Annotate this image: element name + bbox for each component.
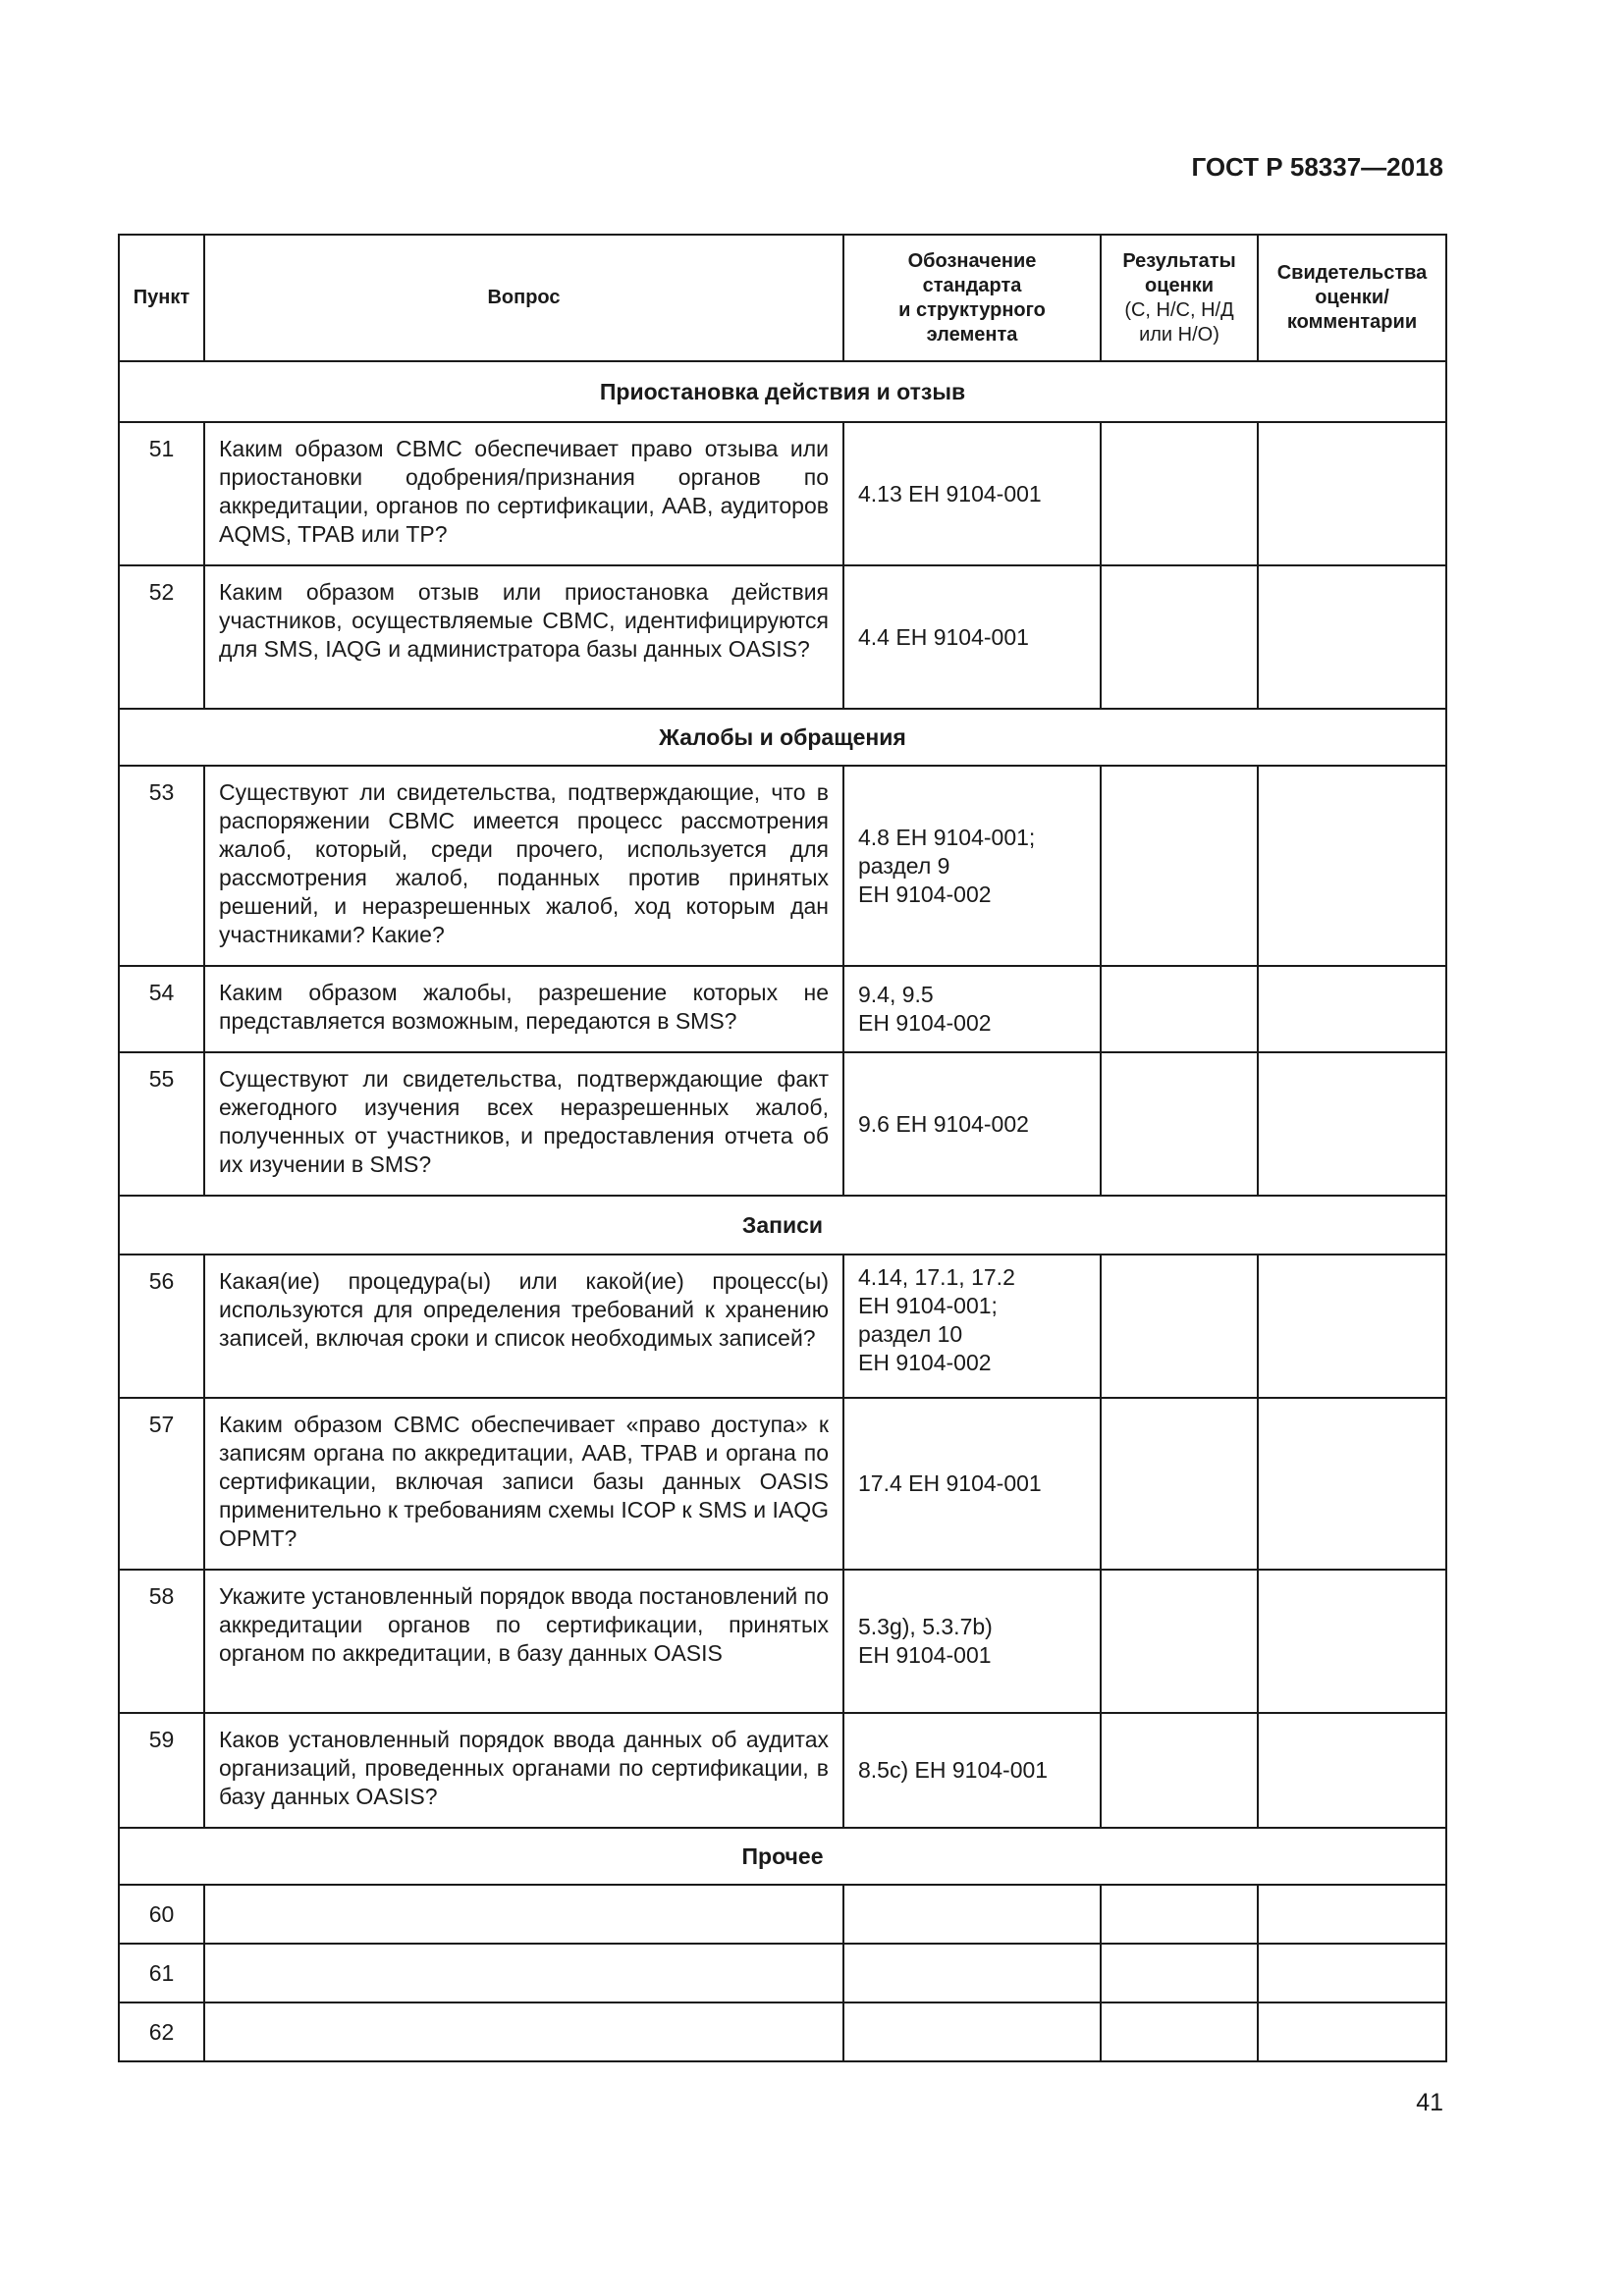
- header-results-note: (С, Н/С, Н/Д: [1124, 298, 1234, 321]
- header-results-line: оценки: [1144, 274, 1215, 296]
- table-row: [119, 2002, 1446, 2061]
- standard-line: 9.4, 9.5: [858, 982, 934, 1007]
- table-row: [119, 1398, 1446, 1570]
- row-result: [1101, 1885, 1258, 1944]
- header-standard-line: Обозначение: [907, 249, 1037, 272]
- row-evidence: [1258, 1255, 1446, 1398]
- standard-line: 4.4 ЕН 9104-001: [858, 623, 1029, 650]
- header-standard: [843, 235, 1101, 361]
- row-standard: [843, 766, 1101, 966]
- standard-line: 4.8 ЕН 9104-001;: [858, 824, 1036, 850]
- row-result: [1101, 1255, 1258, 1398]
- row-result: [1101, 966, 1258, 1052]
- section-row: [119, 1196, 1446, 1255]
- table-row: [119, 1052, 1446, 1196]
- document-code: ГОСТ Р 58337—2018: [1191, 152, 1443, 182]
- row-number: 57: [119, 1398, 204, 1570]
- row-question: Каким образом СВМС обеспечивает «право доступа» к записям органа по аккредитации, AAB, TPAB и органа по сертификации, включая записи базы данных OASIS применительно к требованиям схемы ICOP к SMS и IAQG OPMT?: [204, 1398, 843, 1570]
- row-evidence: [1258, 422, 1446, 565]
- standard-line: раздел 9: [858, 852, 950, 879]
- row-question: Каким образом жалобы, разрешение которых не представляется возможным, передаются в SMS?: [204, 966, 843, 1052]
- row-standard: [843, 1570, 1101, 1713]
- table-row: [119, 1713, 1446, 1828]
- row-result: [1101, 565, 1258, 709]
- row-evidence: [1258, 1885, 1446, 1944]
- row-standard: [843, 2002, 1101, 2061]
- row-number: 55: [119, 1052, 204, 1196]
- row-number: 59: [119, 1713, 204, 1828]
- table-row: [119, 422, 1446, 565]
- section-row: [119, 361, 1446, 422]
- header-standard-line: стандарта: [922, 274, 1022, 296]
- section-title: Прочее: [119, 1828, 1446, 1885]
- standard-line: 17.4 ЕН 9104-001: [858, 1470, 1042, 1496]
- section-title: Приостановка действия и отзыв: [119, 361, 1446, 422]
- header-standard-line: элемента: [926, 323, 1018, 346]
- row-standard: [843, 1944, 1101, 2002]
- row-evidence: [1258, 1713, 1446, 1828]
- row-question: Каков установленный порядок ввода данных об аудитах организаций, проведенных органами по сертификации, в базу данных OASIS?: [204, 1713, 843, 1828]
- table-row: [119, 966, 1446, 1052]
- row-result: [1101, 422, 1258, 565]
- row-standard: [843, 1052, 1101, 1196]
- standard-line: 5.3g), 5.3.7b): [858, 1614, 993, 1639]
- row-number: 53: [119, 766, 204, 966]
- section-row: [119, 1828, 1446, 1885]
- row-result: [1101, 1713, 1258, 1828]
- row-question: Каким образом СВМС обеспечивает право отзыва или приостановки одобрения/признания органов по аккредитации, органов по сертификации, AAB, аудиторов AQMS, TPAB или TP?: [204, 422, 843, 565]
- row-standard: [843, 422, 1101, 565]
- table-row: [119, 1255, 1446, 1398]
- row-question: Существуют ли свидетельства, подтверждающие, что в распоряжении СВМС имеется процесс рассмотрения жалоб, который, среди прочего, используется для рассмотрения жалоб, поданных против принятых решений, и неразрешенных жалоб, ход которым дан участниками? Какие?: [204, 766, 843, 966]
- row-result: [1101, 1570, 1258, 1713]
- row-question: [204, 2002, 843, 2061]
- section-title: Записи: [119, 1196, 1446, 1255]
- standard-line: 8.5c) ЕН 9104-001: [858, 1757, 1049, 1783]
- table-row: [119, 1885, 1446, 1944]
- row-number: 56: [119, 1255, 204, 1398]
- header-standard-line: и структурного: [898, 298, 1046, 321]
- table-row: [119, 1570, 1446, 1713]
- row-question: Какая(ие) процедура(ы) или какой(ие) процесс(ы) используются для определения требований к хранению записей, включая сроки и список необходимых записей?: [204, 1255, 843, 1398]
- row-standard: [843, 966, 1101, 1052]
- row-result: [1101, 766, 1258, 966]
- row-evidence: [1258, 1570, 1446, 1713]
- header-question: Вопрос: [204, 235, 843, 361]
- row-evidence: [1258, 1944, 1446, 2002]
- row-standard: [843, 1885, 1101, 1944]
- row-number: 52: [119, 565, 204, 709]
- header-evidence-line: Свидетельства: [1276, 262, 1428, 284]
- header-evidence: [1258, 235, 1446, 361]
- row-evidence: [1258, 1052, 1446, 1196]
- table-row: [119, 766, 1446, 966]
- checklist-table: [118, 234, 1447, 2062]
- standard-line: 4.13 ЕН 9104-001: [858, 480, 1042, 507]
- row-number: 60: [119, 1885, 204, 1944]
- row-question: Каким образом отзыв или приостановка действия участников, осуществляемые СВМС, идентифицируются для SMS, IAQG и администратора базы данных OASIS?: [204, 565, 843, 709]
- row-evidence: [1258, 966, 1446, 1052]
- standard-line: 4.14, 17.1, 17.2: [858, 1264, 1015, 1290]
- row-result: [1101, 2002, 1258, 2061]
- row-evidence: [1258, 2002, 1446, 2061]
- header-results-note: или Н/О): [1139, 323, 1219, 346]
- section-title: Жалобы и обращения: [119, 709, 1446, 766]
- row-standard: [843, 1713, 1101, 1828]
- row-result: [1101, 1398, 1258, 1570]
- header-point: Пункт: [119, 235, 204, 361]
- row-evidence: [1258, 766, 1446, 966]
- row-number: 61: [119, 1944, 204, 2002]
- row-result: [1101, 1052, 1258, 1196]
- row-question: Существуют ли свидетельства, подтверждающие факт ежегодного изучения всех неразрешенных жалоб, полученных от участников, и предоставления отчета об их изучении в SMS?: [204, 1052, 843, 1196]
- standard-line: ЕН 9104-001: [858, 1642, 992, 1668]
- table-row: [119, 565, 1446, 709]
- standard-line: раздел 10: [858, 1321, 963, 1347]
- header-evidence-line: комментарии: [1286, 311, 1418, 333]
- standard-line: ЕН 9104-002: [858, 881, 992, 907]
- row-number: 58: [119, 1570, 204, 1713]
- row-standard: [843, 1398, 1101, 1570]
- standard-line: 9.6 ЕН 9104-002: [858, 1110, 1029, 1137]
- row-question: [204, 1885, 843, 1944]
- page-number: 41: [1416, 2089, 1443, 2116]
- standard-line: ЕН 9104-002: [858, 1010, 992, 1036]
- section-row: [119, 709, 1446, 766]
- row-standard: [843, 1255, 1101, 1398]
- row-number: 62: [119, 2002, 204, 2061]
- row-evidence: [1258, 1398, 1446, 1570]
- row-standard: [843, 565, 1101, 709]
- standard-line: ЕН 9104-001;: [858, 1293, 998, 1318]
- standard-line: ЕН 9104-002: [858, 1350, 992, 1375]
- row-question: [204, 1944, 843, 2002]
- header-results-line: Результаты: [1122, 249, 1236, 272]
- row-evidence: [1258, 565, 1446, 709]
- table-row: [119, 1944, 1446, 2002]
- table-header-row: [119, 235, 1446, 361]
- row-result: [1101, 1944, 1258, 2002]
- header-evidence-line: оценки/: [1315, 287, 1389, 308]
- row-number: 51: [119, 422, 204, 565]
- row-question: Укажите установленный порядок ввода постановлений по аккредитации органов по сертификации, принятых органом по аккредитации, в базу данных OASIS: [204, 1570, 843, 1713]
- row-number: 54: [119, 966, 204, 1052]
- header-results: [1101, 235, 1258, 361]
